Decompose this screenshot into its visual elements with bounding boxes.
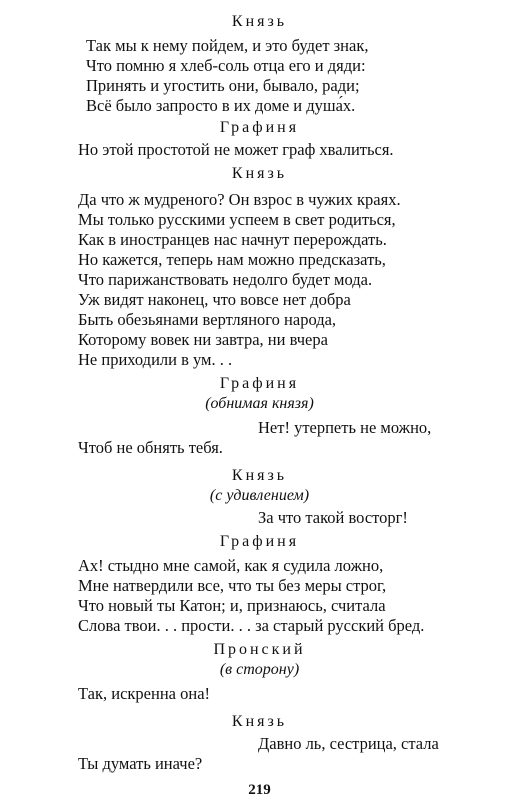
stage-direction: (обнимая князя) <box>205 395 314 412</box>
speaker-name: Пронский <box>213 641 306 658</box>
speaker-name: Князь <box>231 713 288 730</box>
verse-line: Ты думать иначе? <box>78 754 203 773</box>
stage-direction: (в сторону) <box>219 661 300 678</box>
verse-line: Мне натвердили все, что ты без меры строг, <box>78 576 387 595</box>
verse-line: Нет! утерпеть не можно, <box>258 418 432 437</box>
speaker-name: Князь <box>231 165 288 182</box>
verse-line: Что парижанствовать недолго будет мода. <box>78 270 373 289</box>
speaker-name: Графиня <box>219 119 300 136</box>
verse-line: Мы только русскими успеем в свет родиться, <box>78 210 396 229</box>
verse-line: Что помню я хлеб-соль отца его и дяди: <box>86 56 366 75</box>
verse-line: Что новый ты Катон; и, признаюсь, считала <box>78 596 386 615</box>
verse-line: Слова твои. . . прости. . . за старый русский бред. <box>78 616 425 635</box>
verse-line: Всё было запросто в их доме и душа́х. <box>86 96 356 115</box>
speaker-name: Князь <box>231 467 288 484</box>
verse-line: Принять и угостить они, бывало, ради; <box>86 76 360 95</box>
verse-line: Так мы к нему пойдем, и это будет знак, <box>86 36 369 55</box>
verse-line: Чтоб не обнять тебя. <box>78 438 223 457</box>
verse-line: Уж видят наконец, что вовсе нет добра <box>78 290 351 309</box>
verse-line: Но этой простотой не может граф хвалиться. <box>78 140 394 159</box>
verse-line: Ах! стыдно мне самой, как я судила ложно, <box>78 556 384 575</box>
verse-line: Так, искренна она! <box>78 684 211 703</box>
page-number: 219 <box>248 782 271 798</box>
verse-line: Да что ж мудреного? Он взрос в чужих краях. <box>78 190 401 209</box>
verse-line: Но кажется, теперь нам можно предсказать, <box>78 250 386 269</box>
verse-line: Давно ль, сестрица, стала <box>258 734 439 753</box>
verse-line: Которому вовек ни завтра, ни вчера <box>78 330 328 349</box>
speaker-name: Графиня <box>219 375 300 392</box>
speaker-name: Графиня <box>219 533 300 550</box>
verse-line: Быть обезьянами вертляного народа, <box>78 310 337 329</box>
verse-line: Не приходили в ум. . . <box>78 350 233 369</box>
verse-line: За что такой восторг! <box>258 508 408 527</box>
verse-line: Как в иностранцев нас начнут перерождать. <box>78 230 387 249</box>
stage-direction: (с удивлением) <box>209 487 310 504</box>
speaker-name: Князь <box>231 13 288 30</box>
